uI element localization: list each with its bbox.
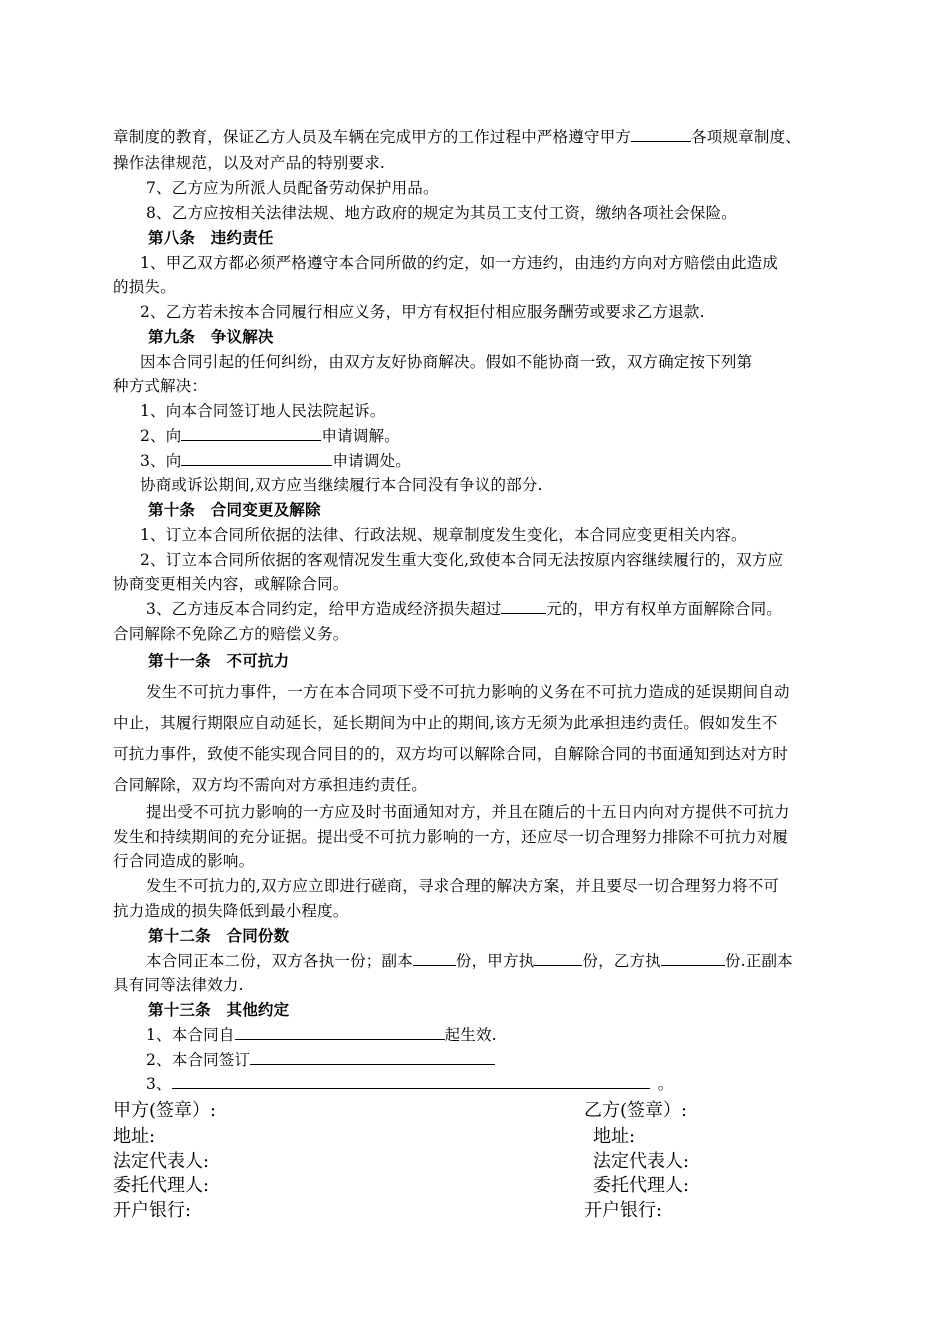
blank-field (250, 1050, 495, 1065)
text-line: 3、乙方违反本合同约定，给甲方造成经济损失超过 元的，甲方有权单方面解除合同。 (146, 600, 782, 618)
party-b-address: 地址: (593, 1126, 636, 1147)
party-b-bank: 开户银行: (584, 1200, 663, 1221)
text-line: 发生和持续期间的充分证据。提出受不可抗力影响的一方，还应尽一切合理努力排除不可抗力对履 (113, 828, 789, 846)
text-line: 1、向本合同签订地人民法院起诉。 (140, 402, 386, 420)
text-line: 协商或诉讼期间,双方应当继续履行本合同没有争议的部分. (140, 476, 543, 494)
blank-field (501, 599, 546, 614)
blank-field (172, 1074, 650, 1089)
section-heading-10: 第十条 合同变更及解除 (148, 500, 321, 519)
blank-field (181, 451, 332, 466)
text-line: 提出受不可抗力影响的一方应及时书面通知对方，并且在随后的十五日内向对方提供不可抗力 (146, 803, 790, 821)
party-a-seal: 甲方(签章）: (113, 1100, 217, 1121)
text-line: 1、订立本合同所依据的法律、行政法规、规章制度发生变化，本合同应变更相关内容。 (140, 526, 747, 544)
text-line: 可抗力事件，致使不能实现合同目的的，双方均可以解除合同，自解除合同的书面通知到达对方时 (113, 745, 789, 763)
blank-field (534, 951, 582, 966)
text-line: 发生不可抗力事件，一方在本合同项下受不可抗力影响的义务在不可抗力造成的延误期间自动 (146, 683, 790, 701)
text-line: 2、本合同签订 (146, 1049, 495, 1071)
text-line: 1、本合同自 起生效. (146, 1026, 497, 1044)
text-line: 本合同正本二份，双方各执一份；副本 份，甲方执 份，乙方执 份.正副本 (146, 952, 793, 970)
party-a-agent: 委托代理人: (113, 1175, 210, 1196)
section-heading-11: 第十一条 不可抗力 (148, 651, 290, 670)
text-line: 7、乙方应为所派人员配备劳动保护用品。 (146, 179, 439, 197)
blank-field (235, 1025, 445, 1040)
text-line: 3、向 申请调处。 (140, 452, 411, 470)
text-line: 1、甲乙双方都必须严格遵守本合同所做的约定，如一方违约，由违约方向对方赔偿由此造成 (140, 254, 779, 272)
text-line: 2、向 申请调解。 (140, 427, 400, 445)
blank-field (413, 951, 456, 966)
text-line: 协商变更相关内容，或解除合同。 (113, 575, 349, 593)
text-line: 操作法律规范，以及对产品的特别要求. (113, 154, 386, 172)
party-a-address: 地址: (113, 1126, 156, 1147)
text-line: 具有同等法律效力. (113, 976, 244, 994)
text-line: 3、 。 (146, 1075, 674, 1093)
text-line: 因本合同引起的任何纠纷，由双方友好协商解决。假如不能协商一致，双方确定按下列第 (140, 353, 753, 371)
blank-field (181, 426, 321, 441)
text-line: 抗力造成的损失降低到最小程度。 (113, 902, 349, 920)
section-heading-12: 第十二条 合同份数 (148, 926, 290, 945)
section-heading-13: 第十三条 其他约定 (148, 1000, 290, 1019)
text-line: 2、订立本合同所依据的客观情况发生重大变化,致使本合同无法按原内容继续履行的，双方应 (140, 551, 784, 569)
text-line: 中止，其履行期限应自动延长，延长期间为中止的期间,该方无须为此承担违约责任。假如发生不 (113, 714, 778, 732)
party-b-seal: 乙方(签章）: (584, 1100, 688, 1121)
text-line: 8、乙方应按相关法律法规、地方政府的规定为其员工支付工资，缴纳各项社会保险。 (146, 204, 737, 222)
text-line: 2、乙方若未按本合同履行相应义务，甲方有权拒付相应服务酬劳或要求乙方退款. (140, 303, 705, 321)
text-line: 种方式解决： (113, 377, 208, 395)
party-a-bank: 开户银行: (113, 1200, 192, 1221)
blank-field (631, 127, 691, 142)
party-b-agent: 委托代理人: (593, 1175, 690, 1196)
text-line: 章制度的教育，保证乙方人员及车辆在完成甲方的工作过程中严格遵守甲方 各项规章制度、 (113, 128, 802, 146)
text-line: 合同解除，双方均不需向对方承担违约责任。 (113, 776, 428, 794)
section-heading-9: 第九条 争议解决 (148, 327, 274, 346)
text-line: 合同解除不免除乙方的赔偿义务。 (113, 625, 349, 643)
text-line: 发生不可抗力的,双方应立即进行磋商，寻求合理的解决方案，并且要尽一切合理努力将不可 (146, 877, 780, 895)
section-heading-8: 第八条 违约责任 (148, 228, 274, 247)
party-b-legal-rep: 法定代表人: (593, 1151, 690, 1172)
party-a-legal-rep: 法定代表人: (113, 1151, 210, 1172)
text-line: 的损失。 (113, 278, 176, 296)
text-line: 行合同造成的影响。 (113, 852, 255, 870)
blank-field (661, 951, 725, 966)
